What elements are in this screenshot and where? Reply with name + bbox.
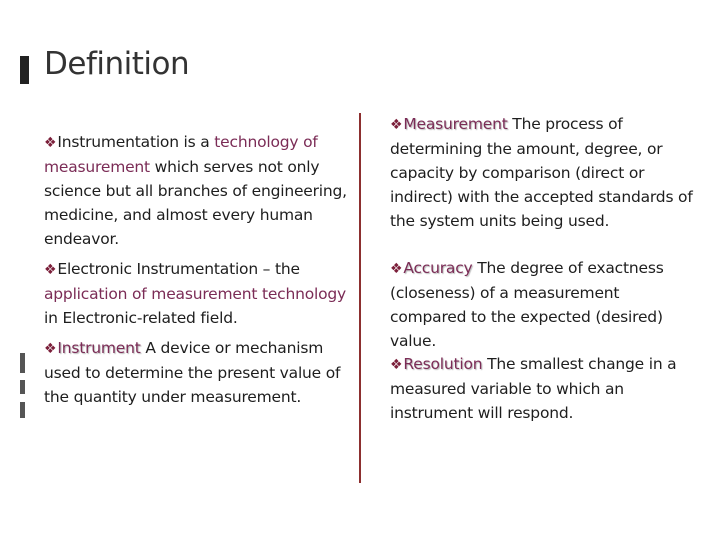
- definition: A device or mechanism used to determine the present value of the quantity under measurement.: [44, 339, 341, 406]
- slide-title: Definition: [44, 46, 190, 82]
- term-instrument: Instrument: [57, 339, 141, 357]
- accent-text: application of measurement technology: [44, 285, 347, 303]
- bullet-resolution: [390, 352, 695, 425]
- definition: The degree of exactness (closeness) of a measurement compared to the expected (desired) value.: [390, 259, 664, 350]
- text: in Electronic-related field.: [44, 309, 238, 327]
- accent-text: technology of measurement: [44, 133, 318, 176]
- bullet-measurement: [390, 112, 695, 233]
- bullet-accuracy: [390, 256, 695, 353]
- bullet-icon: ❖: [390, 261, 403, 277]
- definition: The process of determining the amount, degree, or capacity by comparison (direct or indirect) with the accepted standards of the system units being used.: [390, 115, 693, 230]
- text: which serves not only science but all branches of engineering, medicine, and almost every human endeavor.: [44, 158, 347, 248]
- bullet-instrument: [44, 336, 356, 409]
- text: Instrumentation is a: [57, 133, 215, 151]
- bullet-icon: ❖: [390, 357, 403, 373]
- term-accuracy: Accuracy: [403, 259, 473, 277]
- bullet-instrumentation: [44, 130, 356, 251]
- side-accent-mark: [20, 380, 25, 394]
- side-accent-mark: [20, 402, 25, 418]
- bullet-icon: ❖: [44, 262, 57, 278]
- bullet-electronic-instrumentation: [44, 257, 356, 330]
- bullet-icon: ❖: [390, 117, 403, 133]
- bullet-icon: ❖: [44, 135, 57, 151]
- text: Electronic Instrumentation – the: [57, 260, 300, 278]
- term-measurement: Measurement: [403, 115, 508, 133]
- bullet-icon: ❖: [44, 341, 57, 357]
- term-resolution: Resolution: [403, 355, 483, 373]
- definition: The smallest change in a measured variable to which an instrument will respond.: [390, 355, 677, 422]
- title-accent-bar: [20, 56, 29, 84]
- side-accent-mark: [20, 353, 25, 373]
- column-divider: [359, 113, 361, 483]
